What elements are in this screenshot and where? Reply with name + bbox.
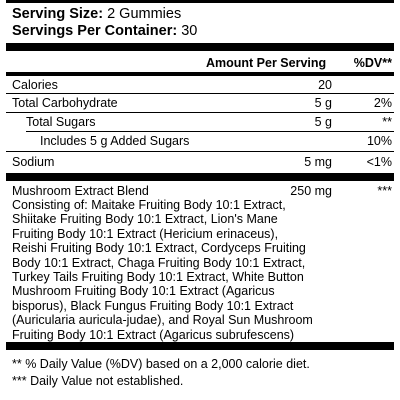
footnote-daily-value: ** % Daily Value (%DV) based on a 2,000 calorie diet. xyxy=(12,357,310,371)
top-rule xyxy=(6,0,394,3)
row-divider xyxy=(6,151,394,152)
sodium-dv: <1% xyxy=(366,155,392,169)
sodium-amount: 5 mg xyxy=(304,155,332,169)
serving-size-line xyxy=(12,6,181,23)
row-divider xyxy=(6,112,394,113)
calories-amount: 20 xyxy=(318,78,332,92)
supplement-facts-panel xyxy=(6,0,394,400)
medium-divider xyxy=(6,72,394,76)
blend-ingredient-line: bisporus), Black Fungus Fruiting Body 10:1 Extract xyxy=(12,298,294,313)
row-divider xyxy=(6,93,394,94)
blend-ingredient-line: Reishi Fruiting Body 10:1 Extract, Cordyceps Fruiting xyxy=(12,241,306,256)
added-sugars-label: Includes 5 g Added Sugars xyxy=(40,134,190,148)
added-sugars-dv: 10% xyxy=(366,134,392,148)
servings-per-container-value: 30 xyxy=(181,23,198,39)
total-carbohydrate-dv: 2% xyxy=(373,96,392,110)
thick-divider-top xyxy=(6,43,394,51)
blend-ingredient-line: Consisting of: Maitake Fruiting Body 10:1 Extract, xyxy=(12,198,286,212)
total-carbohydrate-label: Total Carbohydrate xyxy=(12,96,118,110)
blend-ingredient-line: Shiitake Fruiting Body 10:1 Extract, Lion's Mane xyxy=(12,212,278,227)
thick-divider-middle xyxy=(6,173,394,181)
dv-header: %DV** xyxy=(353,56,392,70)
total-sugars-label: Total Sugars xyxy=(26,115,96,129)
row-divider xyxy=(26,131,394,132)
serving-size-value: 2 Gummies xyxy=(107,6,182,22)
blend-ingredient-line: Fruiting Body 10:1 Extract (Hericium erinaceus), xyxy=(12,226,279,241)
total-sugars-amount: 5 g xyxy=(314,115,332,129)
blend-name: Mushroom Extract Blend xyxy=(12,184,149,198)
thick-divider-bottom xyxy=(6,342,394,350)
blend-amount: 250 mg xyxy=(290,184,332,198)
total-sugars-dv: ** xyxy=(382,115,392,129)
blend-ingredient-line: (Auricularia auricula-judae), and Royal Sun Mushroom xyxy=(12,313,313,328)
blend-dv: *** xyxy=(377,184,392,198)
blend-ingredients xyxy=(12,198,312,342)
blend-ingredient-line: Fruiting Body 10:1 Extract (Agaricus subrufescens) xyxy=(12,327,295,342)
calories-label: Calories xyxy=(12,78,58,92)
total-carbohydrate-amount: 5 g xyxy=(314,96,332,110)
sodium-label: Sodium xyxy=(12,155,55,169)
amount-per-serving-header: Amount Per Serving xyxy=(206,56,327,70)
blend-ingredient-line: Turkey Tails Fruiting Body 10:1 Extract, White Button xyxy=(12,270,304,285)
footnote-not-established: *** Daily Value not established. xyxy=(12,374,184,388)
servings-per-container-line xyxy=(12,23,197,40)
serving-size-label: Serving Size: xyxy=(12,6,104,22)
servings-per-container-label: Servings Per Container: xyxy=(12,23,178,39)
blend-ingredient-line: Body 10:1 Extract, Chaga Fruiting Body 10:1 Extract, xyxy=(12,255,306,270)
blend-ingredient-line: Mushroom Fruiting Body 10:1 Extract (Agaricus xyxy=(12,284,275,299)
